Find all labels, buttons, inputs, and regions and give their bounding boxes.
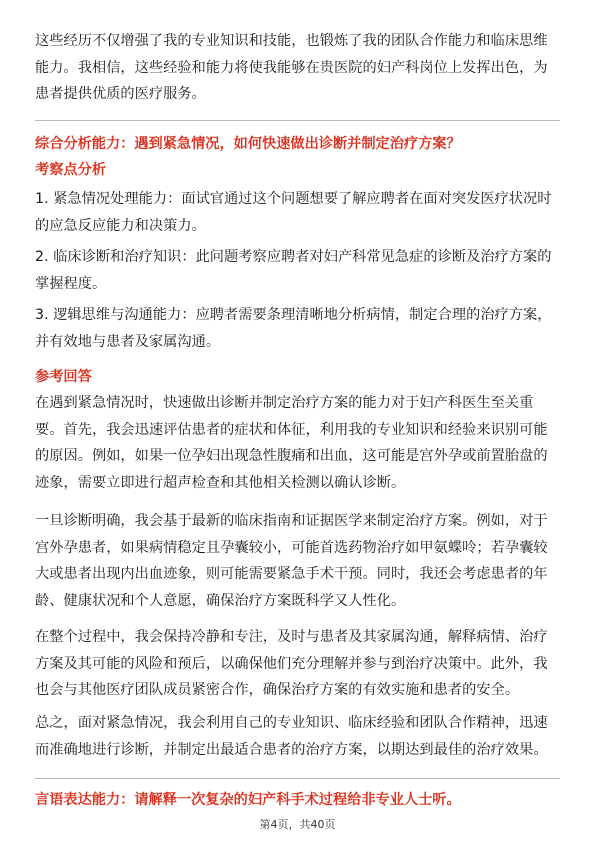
- answer-paragraph-4: 总之，面对紧急情况，我会利用自己的专业知识、临床经验和团队合作精神，迅速而准确地进行诊断，并制定出最适合患者的治疗方案，以期达到最佳的治疗效果。: [35, 715, 548, 758]
- section-divider-2: [35, 778, 560, 779]
- answer-paragraph-2: 一旦诊断明确，我会基于最新的临床指南和证据医学来制定治疗方案。例如，对于宫外孕患者，如果病情稳定且孕囊较小，可能首选药物治疗如甲氨蝶呤；若孕囊较大或患者出现内出血迹象，则可能需要紧急手术干预。同时，我还会考虑患者的年龄、健康状况和个人意愿，确保治疗方案既科学又人性化。: [35, 513, 548, 609]
- section-divider: [35, 120, 560, 121]
- analysis-point-3: 3. 逻辑思维与沟通能力：应聘者需要条理清晰地分析病情，制定合理的治疗方案，并有效地与患者及家属沟通。: [35, 307, 552, 350]
- answer-heading: 参考回答: [35, 369, 92, 385]
- answer-paragraph-3: 在整个过程中，我会保持冷静和专注，及时与患者及其家属沟通，解释病情、治疗方案及其可能的风险和预后，以确保他们充分理解并参与到治疗决策中。此外，我也会与其他医疗团队成员紧密合作，确保治疗方案的有效实施和患者的安全。: [35, 629, 548, 699]
- analysis-point-1: 1. 紧急情况处理能力：面试官通过这个问题想要了解应聘者在面对突发医疗状况时的应急反应能力和决策力。: [35, 191, 552, 234]
- analysis-heading: 考察点分析: [35, 162, 106, 178]
- next-question-title: 言语表达能力：请解释一次复杂的妇产科手术过程给非专业人士听。: [35, 792, 461, 808]
- page-number: 第4页，共40页: [259, 818, 336, 831]
- intro-paragraph: 这些经历不仅增强了我的专业知识和技能，也锻炼了我的团队合作能力和临床思维能力。我相信，这些经验和能力将使我能够在贵医院的妇产科岗位上发挥出色，为患者提供优质的医疗服务。: [35, 33, 548, 103]
- question-title: 综合分析能力：遇到紧急情况，如何快速做出诊断并制定治疗方案？: [35, 136, 461, 152]
- answer-paragraph-1: 在遇到紧急情况时，快速做出诊断并制定治疗方案的能力对于妇产科医生至关重要。首先，我会迅速评估患者的症状和体征，利用我的专业知识和经验来识别可能的原因。例如，如果一位孕妇出现急性腹痛和出血，这可能是宫外孕或前置胎盘的迹象，需要立即进行超声检查和其他相关检测以确认诊断。: [35, 395, 548, 491]
- analysis-point-2: 2. 临床诊断和治疗知识：此问题考察应聘者对妇产科常见急症的诊断及治疗方案的掌握程度。: [35, 249, 552, 292]
